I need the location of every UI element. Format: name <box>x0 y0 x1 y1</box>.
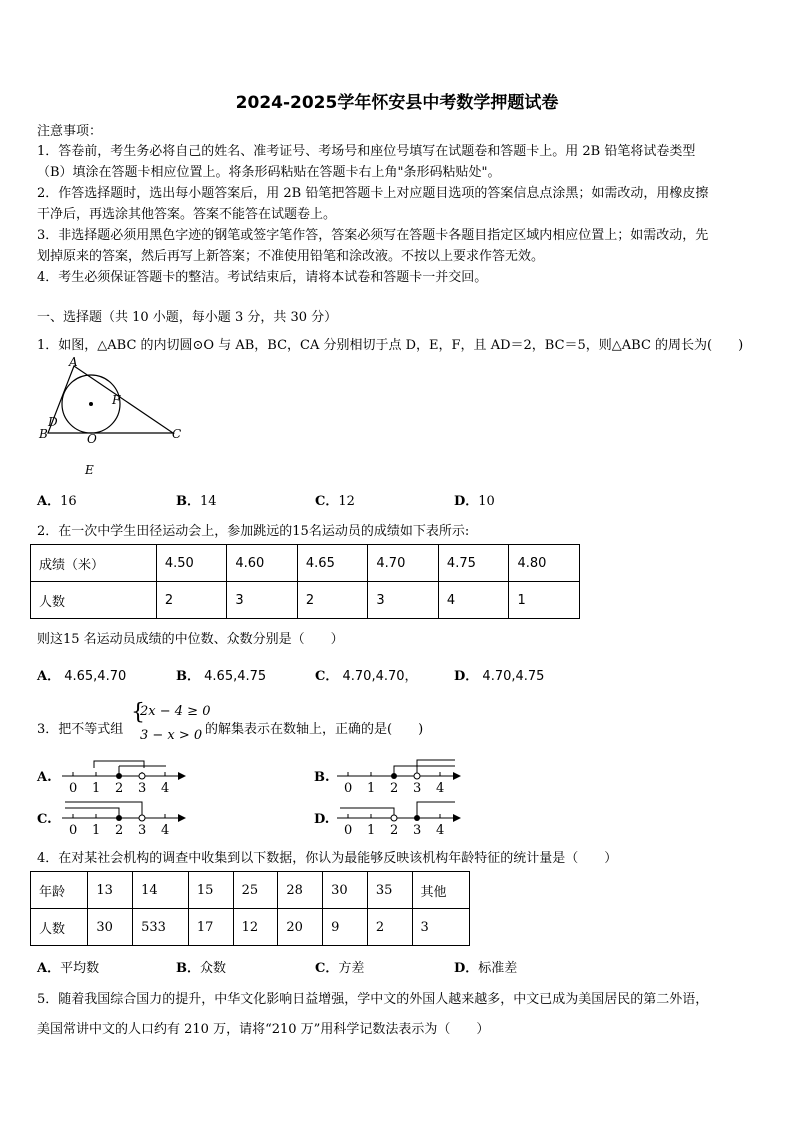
table-cell: 4.50 <box>156 545 227 582</box>
question-5-line-1: 5．随着我国综合国力的提升，中华文化影响日益增强，学中文的外国人越来越多，中文已成为美国居民的第二外语， <box>37 992 709 1007</box>
choice-letter: D． <box>454 669 479 684</box>
table-cell: 13 <box>88 872 133 909</box>
q3-option-d-label[interactable]: D. <box>314 812 330 827</box>
question-2-text: 2．在一次中学生田径运动会上，参加跳远的15名运动员的成绩如下表所示: <box>37 524 470 539</box>
q3-option-a-numberline[interactable] <box>60 755 190 795</box>
q2-table <box>30 544 580 619</box>
choice-value: 4.70,4.70， <box>342 669 418 684</box>
table-row <box>31 872 470 909</box>
q4-choice-d[interactable] <box>454 957 517 976</box>
table-cell: 25 <box>233 872 278 909</box>
tick-label: 4 <box>161 823 170 837</box>
table-cell: 17 <box>188 909 233 946</box>
choice-letter: A． <box>37 961 61 976</box>
note-line: 3．非选择题必须用黑色字迹的钢笔或签字笔作答，答案必须写在答题卡各题目指定区域内相应位置上；如需改动，先 <box>37 228 709 243</box>
tick-label: 0 <box>69 781 78 795</box>
center-label-o: O <box>87 432 97 446</box>
tick-label: 3 <box>413 781 422 795</box>
table-cell: 4.70 <box>368 545 439 582</box>
table-cell: 3 <box>227 582 298 619</box>
inequality-2: 3 − x > 0 <box>140 728 203 743</box>
tick-label: 3 <box>413 823 422 837</box>
choice-value: 方差 <box>338 961 365 976</box>
choice-letter: B． <box>176 494 200 509</box>
choice-value: 12 <box>338 494 355 509</box>
tick-label: 0 <box>344 781 353 795</box>
table-cell: 4.80 <box>509 545 580 582</box>
q4-table <box>30 871 470 946</box>
table-cell: 35 <box>367 872 412 909</box>
choice-value: 4.65,4.70 <box>64 669 127 684</box>
table-cell: 3 <box>368 582 439 619</box>
note-line: 2．作答选择题时，选出每小题答案后，用 2B 铅笔把答题卡上对应题目选项的答案信息点涂黑；如需改动，用橡皮擦 <box>37 186 709 201</box>
table-cell: 其他 <box>412 872 469 909</box>
incircle-triangle-figure <box>36 356 186 476</box>
table-cell: 1 <box>509 582 580 619</box>
choice-value: 10 <box>478 494 495 509</box>
tick-label: 2 <box>390 823 399 837</box>
vertex-label-b: B <box>39 427 48 441</box>
q3-option-b-numberline[interactable] <box>335 755 465 795</box>
table-cell: 2 <box>367 909 412 946</box>
table-cell: 4.65 <box>297 545 368 582</box>
table-cell: 533 <box>133 909 189 946</box>
choice-letter: B． <box>176 669 200 684</box>
table-cell: 9 <box>323 909 368 946</box>
tick-label: 2 <box>115 823 124 837</box>
table-cell: 2 <box>297 582 368 619</box>
note-line: 划掉原来的答案，然后再写上新答案；不准使用铅笔和涂改液。不按以上要求作答无效。 <box>37 249 545 264</box>
note-line: （B）填涂在答题卡相应位置上。将条形码粘贴在答题卡右上角"条形码粘贴处"。 <box>37 165 501 180</box>
inequality-1: 2x − 4 ≥ 0 <box>140 704 211 719</box>
table-cell: 年龄 <box>31 872 88 909</box>
choice-letter: B． <box>176 961 200 976</box>
notes-heading: 注意事项： <box>37 124 103 139</box>
q3-option-c-numberline[interactable] <box>60 797 190 837</box>
tick-label: 3 <box>138 781 147 795</box>
vertex-label-a: A <box>69 356 78 369</box>
page-title: 2024-2025学年怀安县中考数学押题试卷 <box>235 93 559 113</box>
tick-label: 0 <box>69 823 78 837</box>
table-cell: 成绩（米） <box>31 545 157 582</box>
tick-label: 2 <box>115 781 124 795</box>
table-cell: 30 <box>323 872 368 909</box>
choice-value: 标准差 <box>478 961 518 976</box>
q4-choice-b[interactable] <box>176 957 226 976</box>
choice-letter: A． <box>37 494 61 509</box>
note-line: 1．答卷前，考生务必将自己的姓名、准考证号、考场号和座位号填写在试题卷和答题卡上。用 2B 铅笔将试卷类型 <box>37 144 696 159</box>
q2-choice-c[interactable] <box>315 665 418 684</box>
q3-option-d-numberline[interactable] <box>335 797 465 837</box>
q4-choice-a[interactable] <box>37 957 99 976</box>
tick-label: 4 <box>436 781 445 795</box>
choice-letter: C． <box>315 961 339 976</box>
table-cell: 12 <box>233 909 278 946</box>
tick-label: 4 <box>161 781 170 795</box>
table-cell: 15 <box>188 872 233 909</box>
point-label-f: F <box>112 393 121 407</box>
tick-label: 4 <box>436 823 445 837</box>
q3-option-b-label[interactable]: B. <box>314 770 330 785</box>
q2-choice-b[interactable] <box>176 665 266 684</box>
table-row <box>31 582 580 619</box>
table-cell: 4.75 <box>438 545 509 582</box>
question-1-text: 1．如图，△ABC 的内切圆⊙O 与 AB，BC，CA 分别相切于点 D，E，F，且 AD＝2，BC＝5，则△ABC 的周长为( ) <box>37 338 744 353</box>
q1-choice-b[interactable] <box>176 490 217 509</box>
table-cell: 人数 <box>31 909 88 946</box>
vertex-label-c: C <box>172 427 182 441</box>
choice-letter: C． <box>315 494 339 509</box>
question-4-text: 4．在对某社会机构的调查中收集到以下数据，你认为最能够反映该机构年龄特征的统计量是（ ） <box>37 851 618 866</box>
q2-choice-a[interactable] <box>37 665 126 684</box>
table-cell: 20 <box>278 909 323 946</box>
choice-value: 14 <box>200 494 217 509</box>
tick-label: 3 <box>138 823 147 837</box>
table-cell: 人数 <box>31 582 157 619</box>
section-heading: 一、选择题（共 10 小题，每小题 3 分，共 30 分） <box>37 310 338 325</box>
choice-value: 平均数 <box>60 961 100 976</box>
q3-suffix: 的解集表示在数轴上，正确的是( ) <box>205 722 424 737</box>
tick-label: 1 <box>92 823 101 837</box>
table-cell: 3 <box>412 909 469 946</box>
q3-option-c-label[interactable]: C. <box>37 812 52 827</box>
table-cell: 28 <box>278 872 323 909</box>
q1-choice-c[interactable] <box>315 490 355 509</box>
table-row <box>31 909 470 946</box>
table-cell: 14 <box>133 872 189 909</box>
point-label-d: D <box>48 415 58 429</box>
q2-after-text: 则这15 名运动员成绩的中位数、众数分别是（ ） <box>37 632 344 647</box>
choice-value: 16 <box>60 494 77 509</box>
q1-choice-a[interactable] <box>37 490 77 509</box>
tick-label: 1 <box>367 823 376 837</box>
choice-value: 4.65,4.75 <box>204 669 267 684</box>
tick-label: 2 <box>390 781 399 795</box>
tick-label: 0 <box>344 823 353 837</box>
choice-value: 众数 <box>200 961 227 976</box>
tick-label: 1 <box>367 781 376 795</box>
choice-value: 4.70,4.75 <box>482 669 545 684</box>
brace-icon: { <box>131 700 145 725</box>
table-cell: 4 <box>438 582 509 619</box>
q2-choice-d[interactable] <box>454 665 544 684</box>
q4-choice-c[interactable] <box>315 957 364 976</box>
choice-letter: D． <box>454 494 479 509</box>
point-label-e: E <box>85 463 94 476</box>
table-cell: 2 <box>156 582 227 619</box>
table-cell: 4.60 <box>227 545 298 582</box>
q3-prefix: 3．把不等式组 <box>37 722 124 737</box>
q3-option-a-label[interactable]: A. <box>37 770 52 785</box>
choice-letter: A． <box>37 669 61 684</box>
note-line: 干净后，再选涂其他答案。答案不能答在试题卷上。 <box>37 207 337 222</box>
choice-letter: D． <box>454 961 479 976</box>
choice-letter: C． <box>315 669 339 684</box>
q1-choice-d[interactable] <box>454 490 495 509</box>
table-cell: 30 <box>88 909 133 946</box>
tick-label: 1 <box>92 781 101 795</box>
question-5-line-2: 美国常讲中文的人口约有 210 万，请将“210 万”用科学记数法表示为（ ） <box>37 1022 490 1037</box>
table-row <box>31 545 580 582</box>
note-line: 4．考生必须保证答题卡的整洁。考试结束后，请将本试卷和答题卡一并交回。 <box>37 270 488 285</box>
